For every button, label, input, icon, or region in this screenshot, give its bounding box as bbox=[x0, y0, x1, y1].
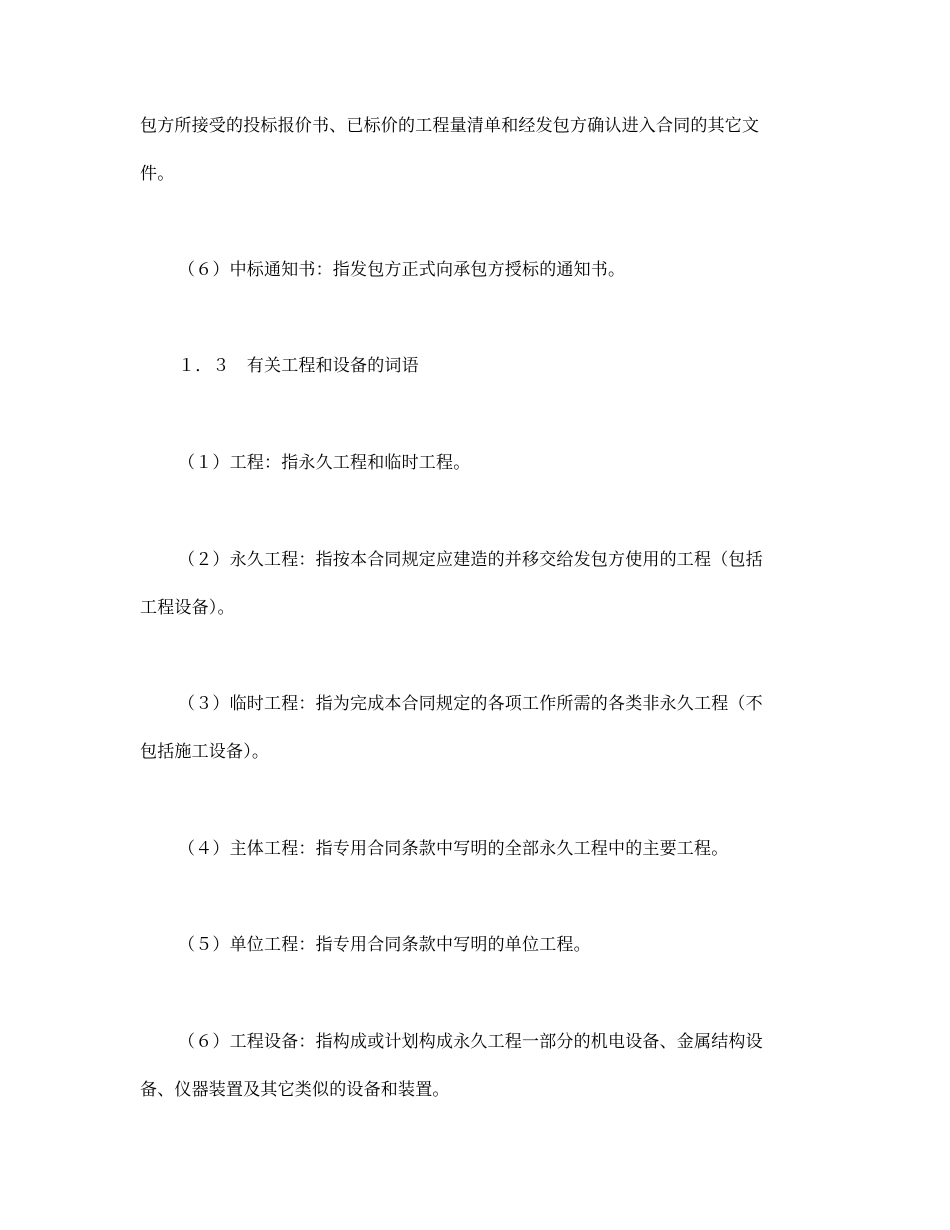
paragraph-line: （６）工程设备：指构成或计划构成永久工程一部分的机电设备、金属结构设 bbox=[178, 1032, 763, 1052]
paragraph-line: 工程设备）。 bbox=[140, 598, 235, 618]
paragraph-line: 备、仪器装置及其它类似的设备和装置。 bbox=[140, 1080, 450, 1100]
section-heading: １．３ 有关工程和设备的词语 bbox=[178, 356, 419, 376]
paragraph-line: 包方所接受的投标报价书、已标价的工程量清单和经发包方确认进入合同的其它文 bbox=[140, 116, 760, 136]
paragraph-line: 包括施工设备）。 bbox=[140, 742, 270, 762]
paragraph-line: （１）工程：指永久工程和临时工程。 bbox=[178, 453, 471, 473]
paragraph-line: （６）中标通知书：指发包方正式向承包方授标的通知书。 bbox=[178, 260, 626, 280]
paragraph-line: （５）单位工程：指专用合同条款中写明的单位工程。 bbox=[178, 935, 591, 955]
paragraph-line: （３）临时工程：指为完成本合同规定的各项工作所需的各类非永久工程（不 bbox=[178, 694, 763, 714]
paragraph-line: 件。 bbox=[140, 164, 175, 184]
paragraph-line: （２）永久工程：指按本合同规定应建造的并移交给发包方使用的工程（包括 bbox=[178, 550, 763, 570]
paragraph-line: （４）主体工程：指专用合同条款中写明的全部永久工程中的主要工程。 bbox=[178, 839, 729, 859]
